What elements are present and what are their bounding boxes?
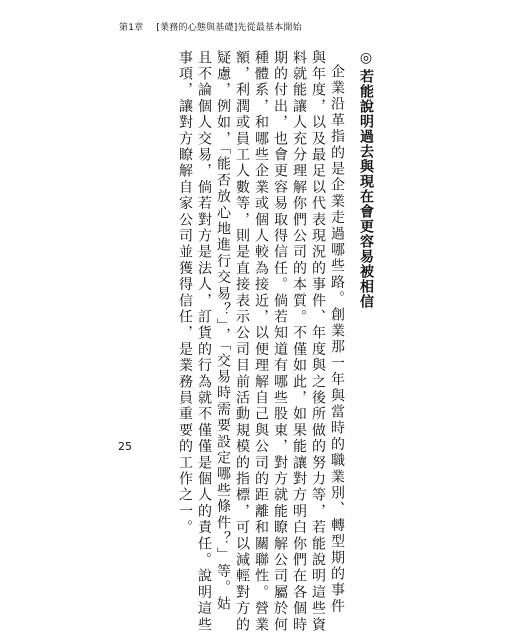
chapter-title: [業務的心態與基礎]先從最基本開始: [156, 23, 302, 33]
body-line: 額，利潤或員工人數等，則是直接表示公司目前活動規模的指標，可以減輕對方的: [234, 50, 250, 633]
section-heading: [352, 50, 376, 380]
circle-marker-icon: ◎: [358, 50, 374, 67]
body-line: 疑慮，例如，「能否放心地進行交易？」，「交易時需要設定哪些條件？」等。姑: [215, 50, 231, 613]
body-line: 料就能讓人充分理解你們公司的本質。不僅如此，如果能讓對方明白你們在各個時: [291, 50, 307, 633]
body-line: 與年度，以及最足以代表現況的事件、年度與之後所做的努力等，若能說明這些資: [310, 50, 326, 633]
section-heading-text: 若能說明過去與現在會更容易被相信: [358, 69, 374, 309]
body-line: 企業沿革指的是企業走過哪些路。創業那一年與當時的職業別、轉型期的事件: [329, 64, 345, 615]
body-line: 期的付出，也會更容易取得信任。倘若知道有哪些股東，對方就能瞭解公司屬於何: [272, 50, 288, 633]
running-header: [119, 22, 302, 34]
chapter-label: 第1章: [119, 23, 144, 33]
body-text: [177, 50, 346, 633]
body-line: 種體系，和哪些企業或個人較為接近，以便理解自己與公司的距離和關聯性。營業: [253, 50, 269, 633]
page-number: 25: [118, 440, 132, 453]
body-line: 事項，讓對方瞭解自家公司並獲得信任，是業務員重要的工作之一。: [177, 50, 193, 536]
body-line: 且不論個人交易，倘若對方是法人，訂貨的行為就不僅僅是個人的責任。說明這些: [196, 50, 212, 633]
